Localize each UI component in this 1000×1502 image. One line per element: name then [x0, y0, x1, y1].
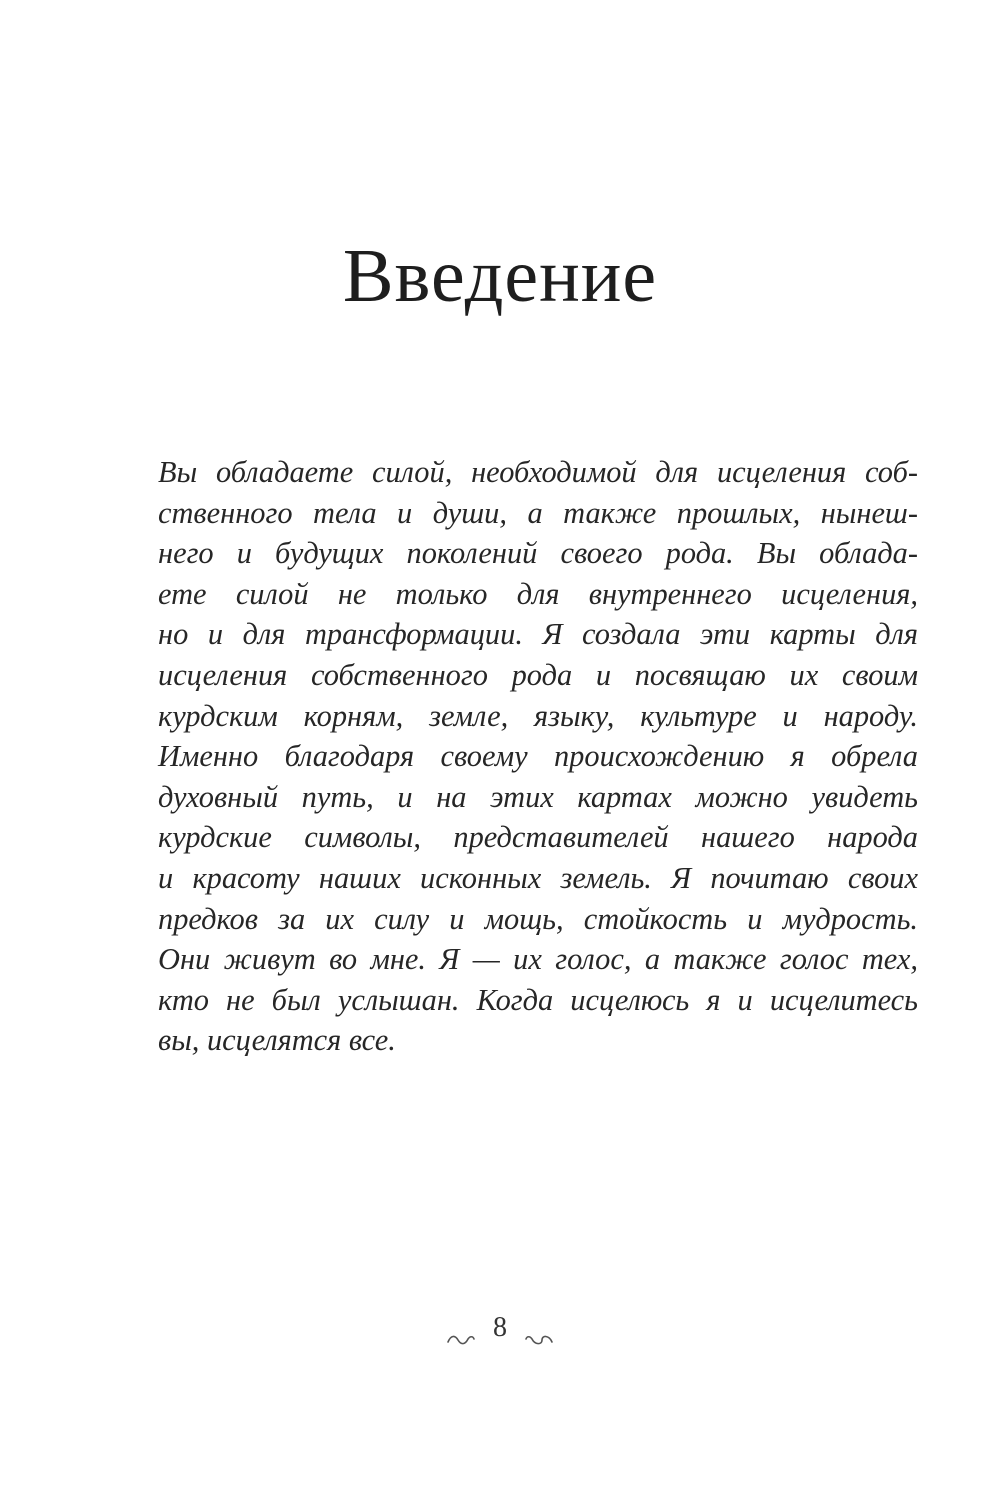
page-number: 8	[493, 1311, 507, 1343]
paragraph-line: предков за их силу и мощь, стойкость и мудрость.	[158, 901, 918, 936]
paragraph-line: вы, исцелятся все.	[158, 1023, 396, 1058]
paragraph-line: ете силой не только для внутреннего исцеления,	[158, 576, 918, 611]
paragraph-line: кто не был услышан. Когда исцелюсь я и исцелитесь	[158, 982, 918, 1017]
paragraph-line: ственного тела и души, а также прошлых, нынеш-	[158, 495, 918, 530]
paragraph-line: него и будущих поколений своего рода. Вы облада-	[158, 536, 918, 571]
swash-ornament-icon	[446, 1321, 476, 1335]
paragraph-line: но и для трансформации. Я создала эти карты для	[158, 617, 918, 652]
paragraph-line: курдским корням, земле, языку, культуре и народу.	[158, 698, 918, 733]
body-paragraph	[158, 452, 918, 1061]
paragraph-line: Вы обладаете силой, необходимой для исцеления соб-	[158, 455, 918, 489]
paragraph-line: Именно благодаря своему происхождению я обрела	[158, 739, 918, 774]
paragraph-line: духовный путь, и на этих картах можно увидеть	[158, 779, 918, 814]
paragraph-line: и красоту наших исконных земель. Я почитаю своих	[158, 860, 918, 895]
paragraph-line: Они живут во мне. Я — их голос, а также голос тех,	[158, 942, 918, 977]
swash-ornament-icon	[524, 1321, 554, 1335]
page-number-footer	[0, 1308, 1000, 1346]
page-title: Введение	[342, 234, 658, 318]
paragraph-line: курдские символы, представителей нашего народа	[158, 820, 918, 855]
paragraph-line: исцеления собственного рода и посвящаю их своим	[158, 657, 918, 692]
